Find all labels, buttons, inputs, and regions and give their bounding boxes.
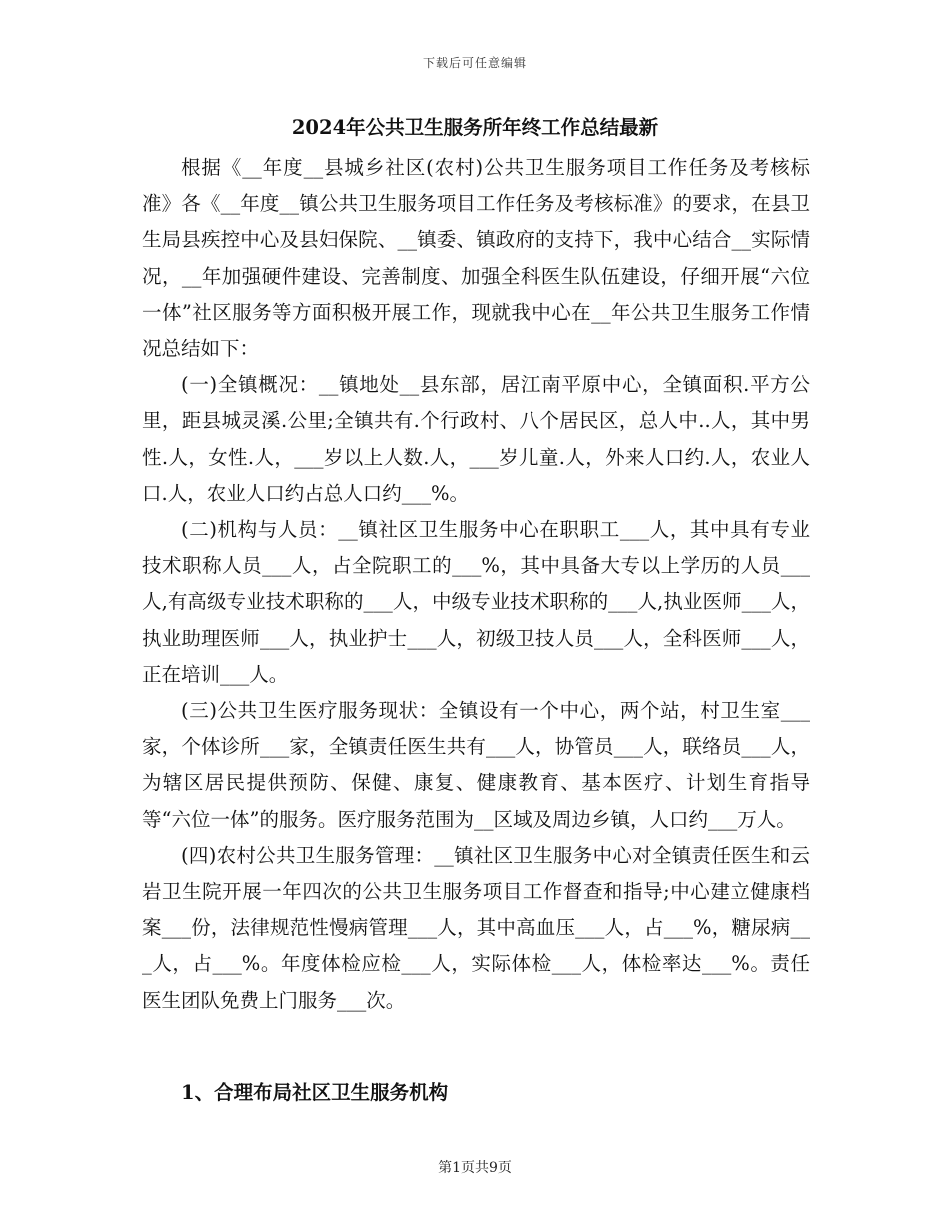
section-heading: 1、合理布局社区卫生服务机构 <box>181 1081 449 1104</box>
header-note: 下载后可任意编辑 <box>422 56 527 70</box>
paragraph-town-overview: (一)全镇概况：__镇地处__县东部，居江南平原中心，全镇面积.平方公里，距县城灵溪.公里;全镇共有.个行政村、八个居民区，总人中..人，其中男性.人，女性.人，___岁以上人数.人，___岁儿童.人，外来人口约.人，农业人口.人，农业人口约占总人口约___%。 <box>142 373 810 505</box>
page-number: 第1页共9页 <box>438 1160 512 1176</box>
paragraph-service-status: (三)公共卫生医疗服务现状：全镇设有一个中心，两个站，村卫生室___家，个体诊所___家，全镇责任医生共有___人，协管员___人，联络员___人，为辖区居民提供预防、保健、康复、健康教育、基本医疗、计划生育指导等“六位一体”的服务。医疗服务范围为__区域及周边乡镇，人口约___万人。 <box>142 699 810 831</box>
paragraph-intro: 根据《__年度__县城乡社区(农村)公共卫生服务项目工作任务及考核标准》各《__年度__镇公共卫生服务项目工作任务及考核标准》的要求，在县卫生局县疾控中心及县妇保院、__镇委、镇政府的支持下，我中心结合__实际情况，__年加强硬件建设、完善制度、加强全科医生队伍建设，仔细开展“六位一体”社区服务等方面积极开展工作，现就我中心在__年公共卫生服务工作情况总结如下： <box>142 156 810 361</box>
paragraph-staff: (二)机构与人员：__镇社区卫生服务中心在职职工___人，其中具有专业技术职称人员___人，占全院职工的___%，其中具备大专以上学历的人员___人,有高级专业技术职称的___人，中级专业技术职称的___人,执业医师___人，执业助理医师___人，执业护士___人，初级卫技人员___人，全科医师___人，正在培训___人。 <box>142 518 810 686</box>
paragraph-rural-management: (四)农村公共卫生服务管理：__镇社区卫生服务中心对全镇责任医生和云岩卫生院开展一年四次的公共卫生服务项目工作督查和指导;中心建立健康档案___份，法律规范性慢病管理___人，其中高血压___人，占___%，糖尿病___人，占___%。年度体检应检___人，实际体检___人，体检率达___%。责任医生团队免费上门服务___次。 <box>142 843 810 1012</box>
page-title: 2024年公共卫生服务所年终工作总结最新 <box>291 116 659 139</box>
document-body <box>142 150 810 1019</box>
